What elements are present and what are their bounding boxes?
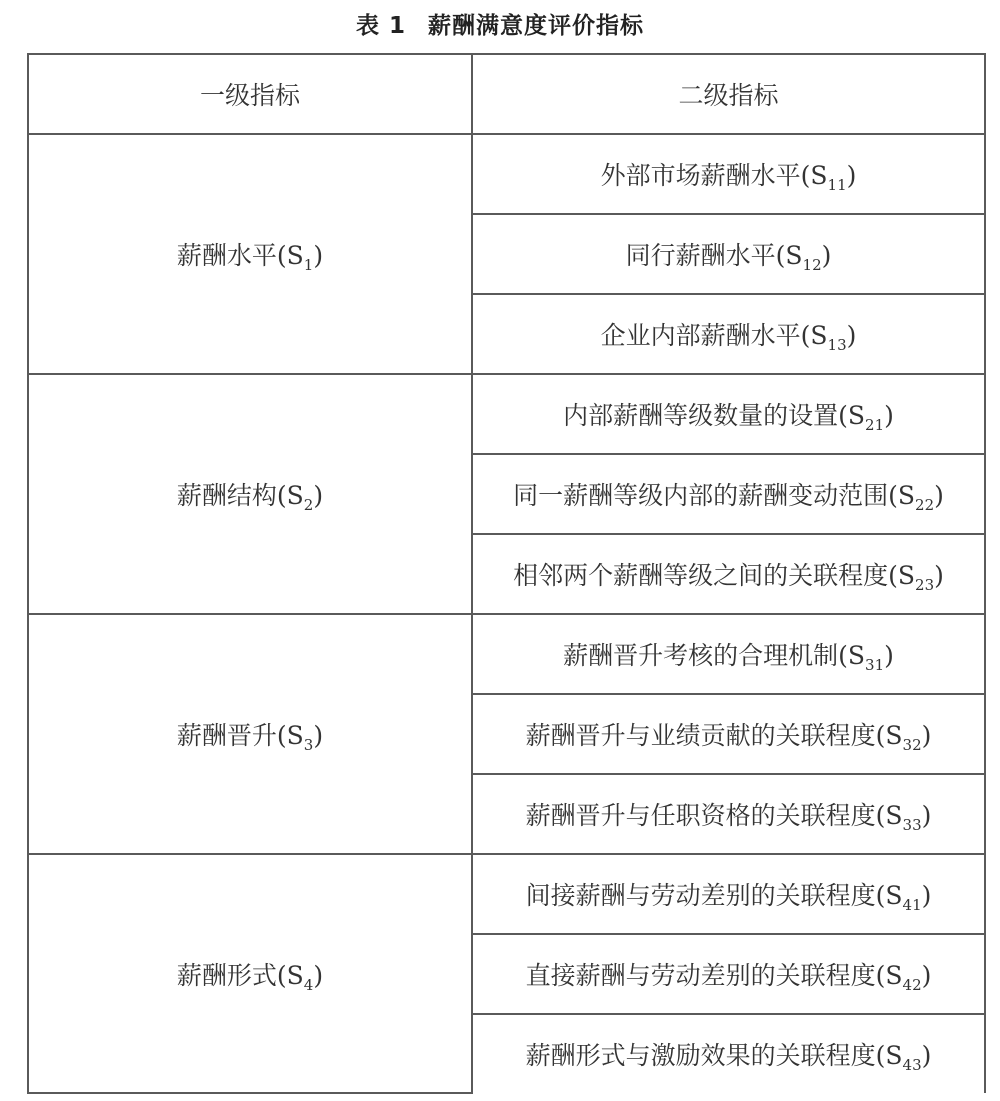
- first-level-name: 薪酬水平: [176, 241, 277, 270]
- table-row: [28, 854, 985, 934]
- second-level-cell: 薪酬晋升与任职资格的关联程度$(S_{33})$: [472, 774, 985, 854]
- second-level-code: S: [885, 801, 903, 830]
- second-level-cell: 同一薪酬等级内部的薪酬变动范围$(S_{22})$: [472, 454, 985, 534]
- table-row: [28, 374, 985, 454]
- first-level-name: 薪酬形式: [176, 960, 277, 990]
- second-level-cell: 外部市场薪酬水平$(S_{11})$: [472, 134, 985, 214]
- second-level-name: 同行薪酬水平: [625, 241, 776, 270]
- second-level-code-sub: 43: [902, 1056, 922, 1074]
- first-level-cell: 薪酬形式$(S_4)$: [28, 854, 472, 1093]
- second-level-code: S: [897, 561, 916, 590]
- second-level-code-sub: 31: [865, 656, 885, 674]
- second-level-cell: 相邻两个薪酬等级之间的关联程度$(S_{23})$: [472, 534, 985, 614]
- second-level-code: S: [885, 1041, 903, 1070]
- second-level-code-sub: 41: [902, 896, 922, 914]
- second-level-code: S: [885, 721, 903, 750]
- first-level-code-sub: 4: [303, 975, 314, 994]
- first-level-name: 薪酬结构: [176, 481, 277, 510]
- second-level-code: S: [897, 481, 916, 510]
- second-level-code-sub: 33: [902, 816, 922, 834]
- second-level-code-sub: 23: [915, 576, 935, 594]
- second-level-cell: 薪酬晋升与业绩贡献的关联程度$(S_{32})$: [472, 694, 985, 774]
- second-level-code: S: [847, 401, 866, 430]
- first-level-code-sub: 1: [303, 256, 314, 274]
- metrics-table: [27, 53, 986, 1094]
- first-level-name: 薪酬晋升: [176, 721, 277, 750]
- second-level-cell: 薪酬形式与激励效果的关联程度$(S_{43})$: [472, 1014, 985, 1093]
- first-level-code: S: [286, 241, 304, 270]
- first-level-code-sub: 2: [303, 496, 314, 514]
- second-level-code-sub: 32: [902, 736, 922, 754]
- second-level-cell: 直接薪酬与劳动差别的关联程度$(S_{42})$: [472, 934, 985, 1014]
- first-level-code-sub: 3: [303, 736, 314, 754]
- second-level-code-sub: 12: [802, 256, 822, 274]
- second-level-name: 薪酬形式与激励效果的关联程度: [525, 1041, 876, 1070]
- first-level-code: S: [286, 960, 304, 990]
- second-level-cell: 同行薪酬水平$(S_{12})$: [472, 214, 985, 294]
- second-level-code: S: [810, 321, 828, 350]
- second-level-code-sub: 22: [915, 496, 935, 514]
- second-level-code: S: [785, 241, 803, 270]
- table-title: 薪酬满意度评价指标: [428, 13, 644, 39]
- second-level-name: 薪酬晋升与业绩贡献的关联程度: [525, 721, 876, 750]
- second-level-name: 同一薪酬等级内部的薪酬变动范围: [513, 481, 889, 510]
- second-level-code: S: [885, 881, 903, 910]
- second-level-name: 企业内部薪酬水平: [600, 321, 801, 350]
- second-level-cell: 企业内部薪酬水平$(S_{13})$: [472, 294, 985, 374]
- second-level-name: 外部市场薪酬水平: [600, 161, 801, 190]
- second-level-code-sub: 21: [865, 416, 885, 434]
- first-level-code: S: [286, 721, 304, 750]
- second-level-code-sub: 13: [827, 336, 847, 354]
- table-number: 表 1: [355, 13, 406, 39]
- second-level-code: S: [810, 161, 828, 190]
- first-level-cell: 薪酬结构$(S_2)$: [28, 374, 472, 614]
- second-level-cell: 薪酬晋升考核的合理机制$(S_{31})$: [472, 614, 985, 694]
- second-level-code: S: [847, 641, 866, 670]
- second-level-name: 直接薪酬与劳动差别的关联程度: [525, 961, 876, 990]
- second-level-code: S: [885, 961, 903, 990]
- table-row: [28, 134, 985, 214]
- second-level-name: 薪酬晋升考核的合理机制: [563, 641, 839, 670]
- table-caption: [0, 4, 1000, 48]
- first-level-cell: 薪酬水平$(S_1)$: [28, 134, 472, 374]
- second-level-name: 相邻两个薪酬等级之间的关联程度: [513, 561, 889, 590]
- second-level-cell: 间接薪酬与劳动差别的关联程度$(S_{41})$: [472, 854, 985, 934]
- second-level-cell: 内部薪酬等级数量的设置$(S_{21})$: [472, 374, 985, 454]
- second-level-code-sub: 42: [902, 976, 922, 994]
- second-level-name: 内部薪酬等级数量的设置: [563, 401, 839, 430]
- header-second-level: 二级指标: [472, 54, 985, 134]
- second-level-code-sub: 11: [827, 176, 847, 194]
- table-header-row: [28, 54, 985, 134]
- second-level-name: 薪酬晋升与任职资格的关联程度: [525, 801, 876, 830]
- first-level-cell: 薪酬晋升$(S_3)$: [28, 614, 472, 854]
- first-level-code: S: [286, 481, 304, 510]
- second-level-name: 间接薪酬与劳动差别的关联程度: [525, 881, 876, 910]
- header-first-level: 一级指标: [28, 54, 472, 134]
- table-row: [28, 614, 985, 694]
